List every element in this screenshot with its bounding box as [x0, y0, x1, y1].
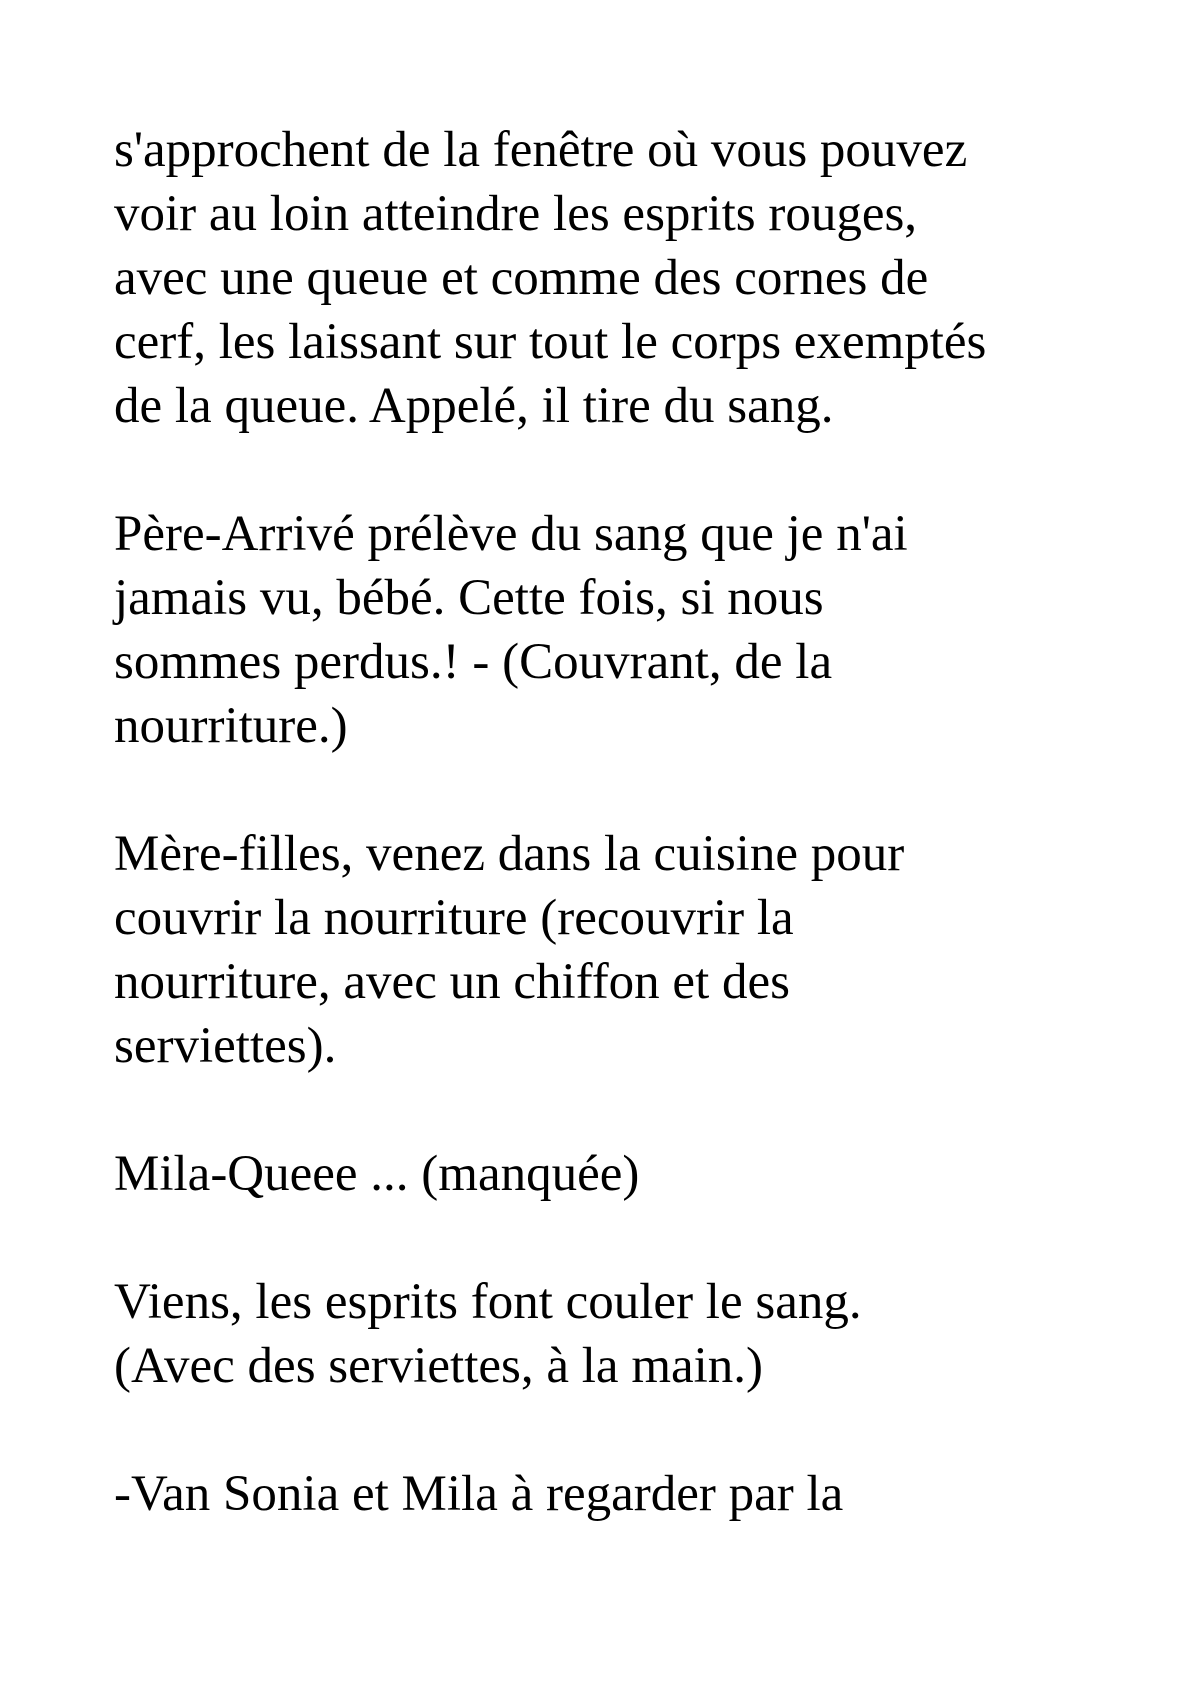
text-line: -Van Sonia et Mila à regarder par la — [114, 1466, 844, 1522]
text-line: cerf, les laissant sur tout le corps exemptés — [114, 314, 987, 370]
text-line: sommes perdus.! - (Couvrant, de la — [114, 634, 833, 690]
paragraph-1 — [114, 118, 1114, 438]
text-line: voir au loin atteindre les esprits rouges, — [114, 186, 918, 242]
text-line: jamais vu, bébé. Cette fois, si nous — [114, 570, 824, 626]
paragraph-2 — [114, 502, 1114, 758]
text-line: Viens, les esprits font couler le sang. — [114, 1274, 862, 1330]
text-line: avec une queue et comme des cornes de — [114, 250, 929, 306]
text-line: nourriture.) — [114, 698, 348, 754]
paragraph-4 — [114, 1142, 1114, 1206]
text-line: serviettes). — [114, 1018, 337, 1074]
text-line: couvrir la nourriture (recouvrir la — [114, 890, 794, 946]
document-page — [114, 118, 1114, 1590]
paragraph-5 — [114, 1270, 1114, 1398]
text-line: Père-Arrivé prélève du sang que je n'ai — [114, 506, 908, 562]
text-line: nourriture, avec un chiffon et des — [114, 954, 790, 1010]
paragraph-3 — [114, 822, 1114, 1078]
text-line: de la queue. Appelé, il tire du sang. — [114, 378, 834, 434]
text-line: Mila-Queee ... (manquée) — [114, 1146, 640, 1202]
text-line: s'approchent de la fenêtre où vous pouvez — [114, 122, 968, 178]
text-line: Mère-filles, venez dans la cuisine pour — [114, 826, 905, 882]
text-line: (Avec des serviettes, à la main.) — [114, 1338, 764, 1394]
paragraph-6 — [114, 1462, 1114, 1526]
